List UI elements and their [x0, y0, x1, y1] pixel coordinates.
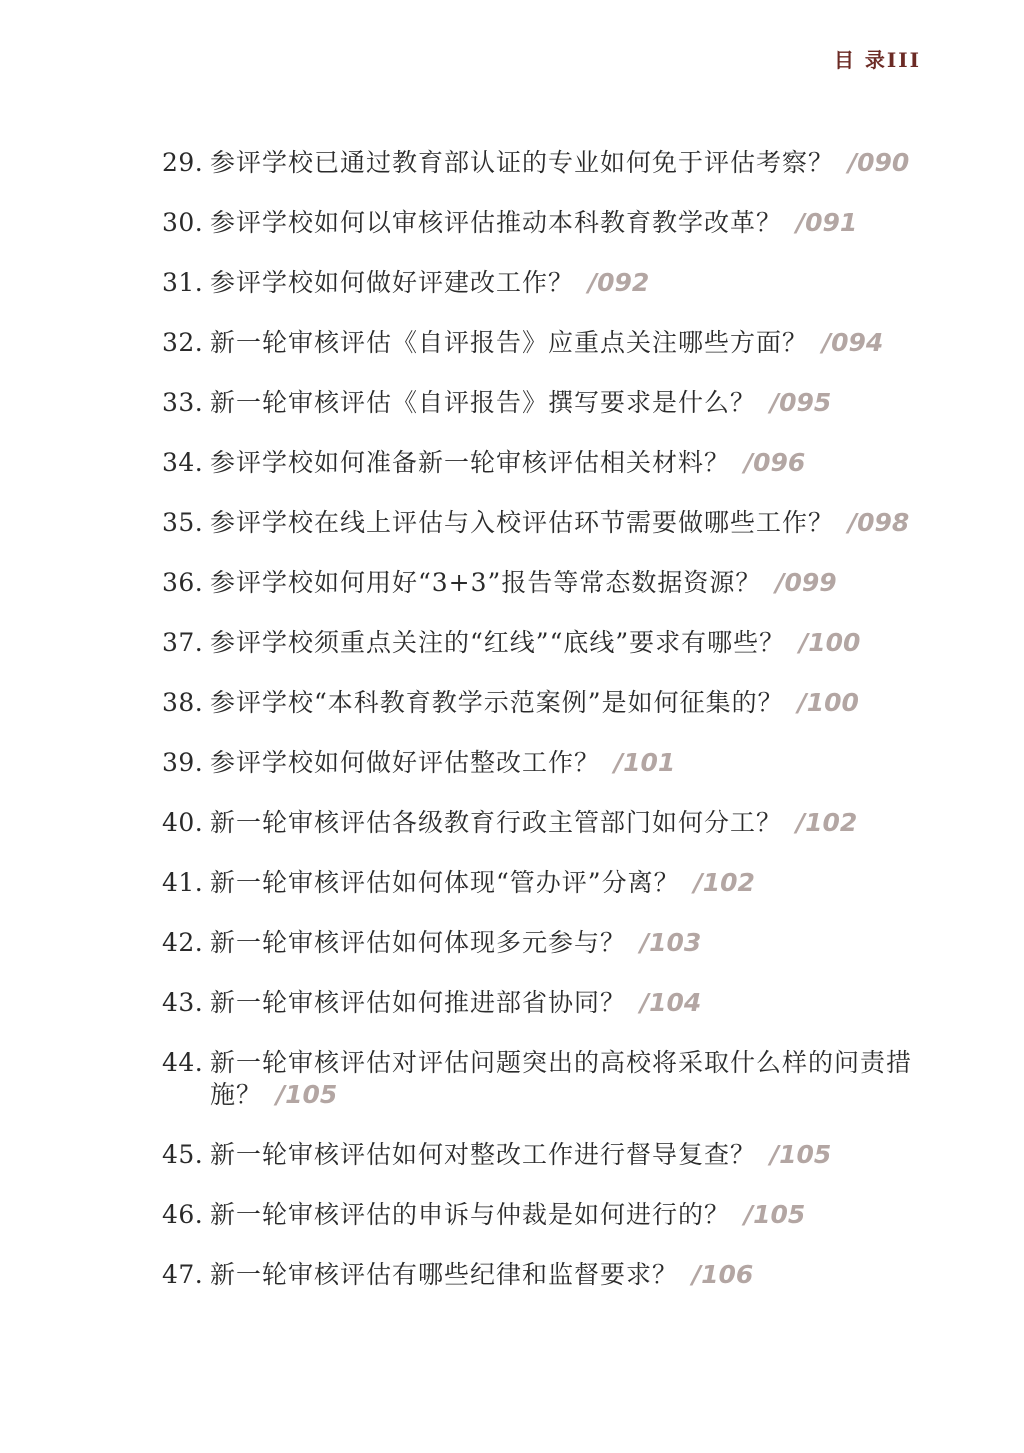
toc-entry[interactable] [162, 567, 922, 599]
entry-title: 新一轮审核评估各级教育行政主管部门如何分工？ [210, 808, 783, 837]
entry-page: /101 [614, 748, 676, 777]
entry-title: 新一轮审核评估如何推进部省协同？ [210, 988, 627, 1017]
entry-page: /102 [693, 868, 755, 897]
entry-title: 参评学校“本科教育教学示范案例”是如何征集的？ [210, 688, 784, 717]
entry-title: 参评学校如何做好评建改工作？ [210, 268, 575, 297]
toc-entry[interactable] [162, 207, 922, 239]
entry-number: 47. [162, 1260, 204, 1289]
entry-number: 38. [162, 688, 204, 717]
entry-title: 新一轮审核评估如何体现“管办评”分离？ [210, 868, 680, 897]
entry-page: /105 [744, 1200, 806, 1229]
toc-entry[interactable] [162, 1139, 922, 1171]
entry-number: 29. [162, 148, 204, 177]
entry-page: /090 [848, 148, 910, 177]
entry-number: 46. [162, 1200, 204, 1229]
entry-page: /096 [744, 448, 806, 477]
entry-number: 39. [162, 748, 204, 777]
entry-title: 新一轮审核评估对评估问题突出的高校将采取什么样的问责措施？ [210, 1048, 913, 1109]
toc-entry[interactable] [162, 1259, 922, 1291]
toc-entry[interactable] [162, 927, 922, 959]
entry-page: /102 [796, 808, 858, 837]
entry-title: 新一轮审核评估如何对整改工作进行督导复查？ [210, 1140, 757, 1169]
entry-page: /094 [822, 328, 884, 357]
entry-title: 参评学校如何准备新一轮审核评估相关材料？ [210, 448, 731, 477]
entry-number: 37. [162, 628, 204, 657]
table-of-contents [162, 147, 922, 1319]
entry-page: /092 [588, 268, 650, 297]
entry-number: 36. [162, 568, 204, 597]
entry-page: /106 [692, 1260, 754, 1289]
entry-page: /104 [640, 988, 702, 1017]
entry-number: 30. [162, 208, 204, 237]
toc-entry[interactable] [162, 867, 922, 899]
entry-number: 45. [162, 1140, 204, 1169]
entry-page: /105 [770, 1140, 832, 1169]
entry-title: 参评学校已通过教育部认证的专业如何免于评估考察？ [210, 148, 835, 177]
toc-entry[interactable] [162, 267, 922, 299]
toc-entry[interactable] [162, 627, 922, 659]
toc-entry[interactable] [162, 747, 922, 779]
entry-title: 参评学校如何做好评估整改工作？ [210, 748, 601, 777]
toc-entry[interactable] [162, 507, 922, 539]
entry-title: 新一轮审核评估有哪些纪律和监督要求？ [210, 1260, 679, 1289]
entry-page: /095 [770, 388, 832, 417]
toc-entry[interactable] [162, 327, 922, 359]
entry-title: 新一轮审核评估《自评报告》应重点关注哪些方面？ [210, 328, 809, 357]
entry-number: 32. [162, 328, 204, 357]
toc-entry[interactable] [162, 147, 922, 179]
entry-title: 参评学校须重点关注的“红线”“底线”要求有哪些？ [210, 628, 786, 657]
entry-number: 41. [162, 868, 204, 897]
toc-entry[interactable] [162, 387, 922, 419]
toc-entry[interactable] [162, 807, 922, 839]
entry-title: 新一轮审核评估《自评报告》撰写要求是什么？ [210, 388, 757, 417]
toc-entry[interactable] [162, 447, 922, 479]
entry-number: 43. [162, 988, 204, 1017]
toc-entry[interactable] [162, 687, 922, 719]
toc-entry[interactable] [162, 1047, 922, 1111]
entry-page: /105 [276, 1080, 338, 1109]
entry-number: 44. [162, 1048, 204, 1077]
entry-page: /100 [797, 688, 859, 717]
entry-number: 31. [162, 268, 204, 297]
entry-title: 新一轮审核评估的申诉与仲裁是如何进行的？ [210, 1200, 731, 1229]
entry-title: 新一轮审核评估如何体现多元参与？ [210, 928, 627, 957]
entry-page: /098 [848, 508, 910, 537]
entry-number: 40. [162, 808, 204, 837]
running-header: 目 录III [833, 48, 921, 72]
entry-page: /103 [640, 928, 702, 957]
entry-number: 34. [162, 448, 204, 477]
entry-number: 33. [162, 388, 204, 417]
toc-entry[interactable] [162, 987, 922, 1019]
entry-page: /100 [799, 628, 861, 657]
toc-entry[interactable] [162, 1199, 922, 1231]
entry-number: 35. [162, 508, 204, 537]
entry-page: /091 [796, 208, 858, 237]
entry-title: 参评学校如何用好“3+3”报告等常态数据资源？ [210, 568, 762, 597]
entry-title: 参评学校在线上评估与入校评估环节需要做哪些工作？ [210, 508, 835, 537]
entry-number: 42. [162, 928, 204, 957]
entry-title: 参评学校如何以审核评估推动本科教育教学改革？ [210, 208, 783, 237]
entry-page: /099 [775, 568, 837, 597]
